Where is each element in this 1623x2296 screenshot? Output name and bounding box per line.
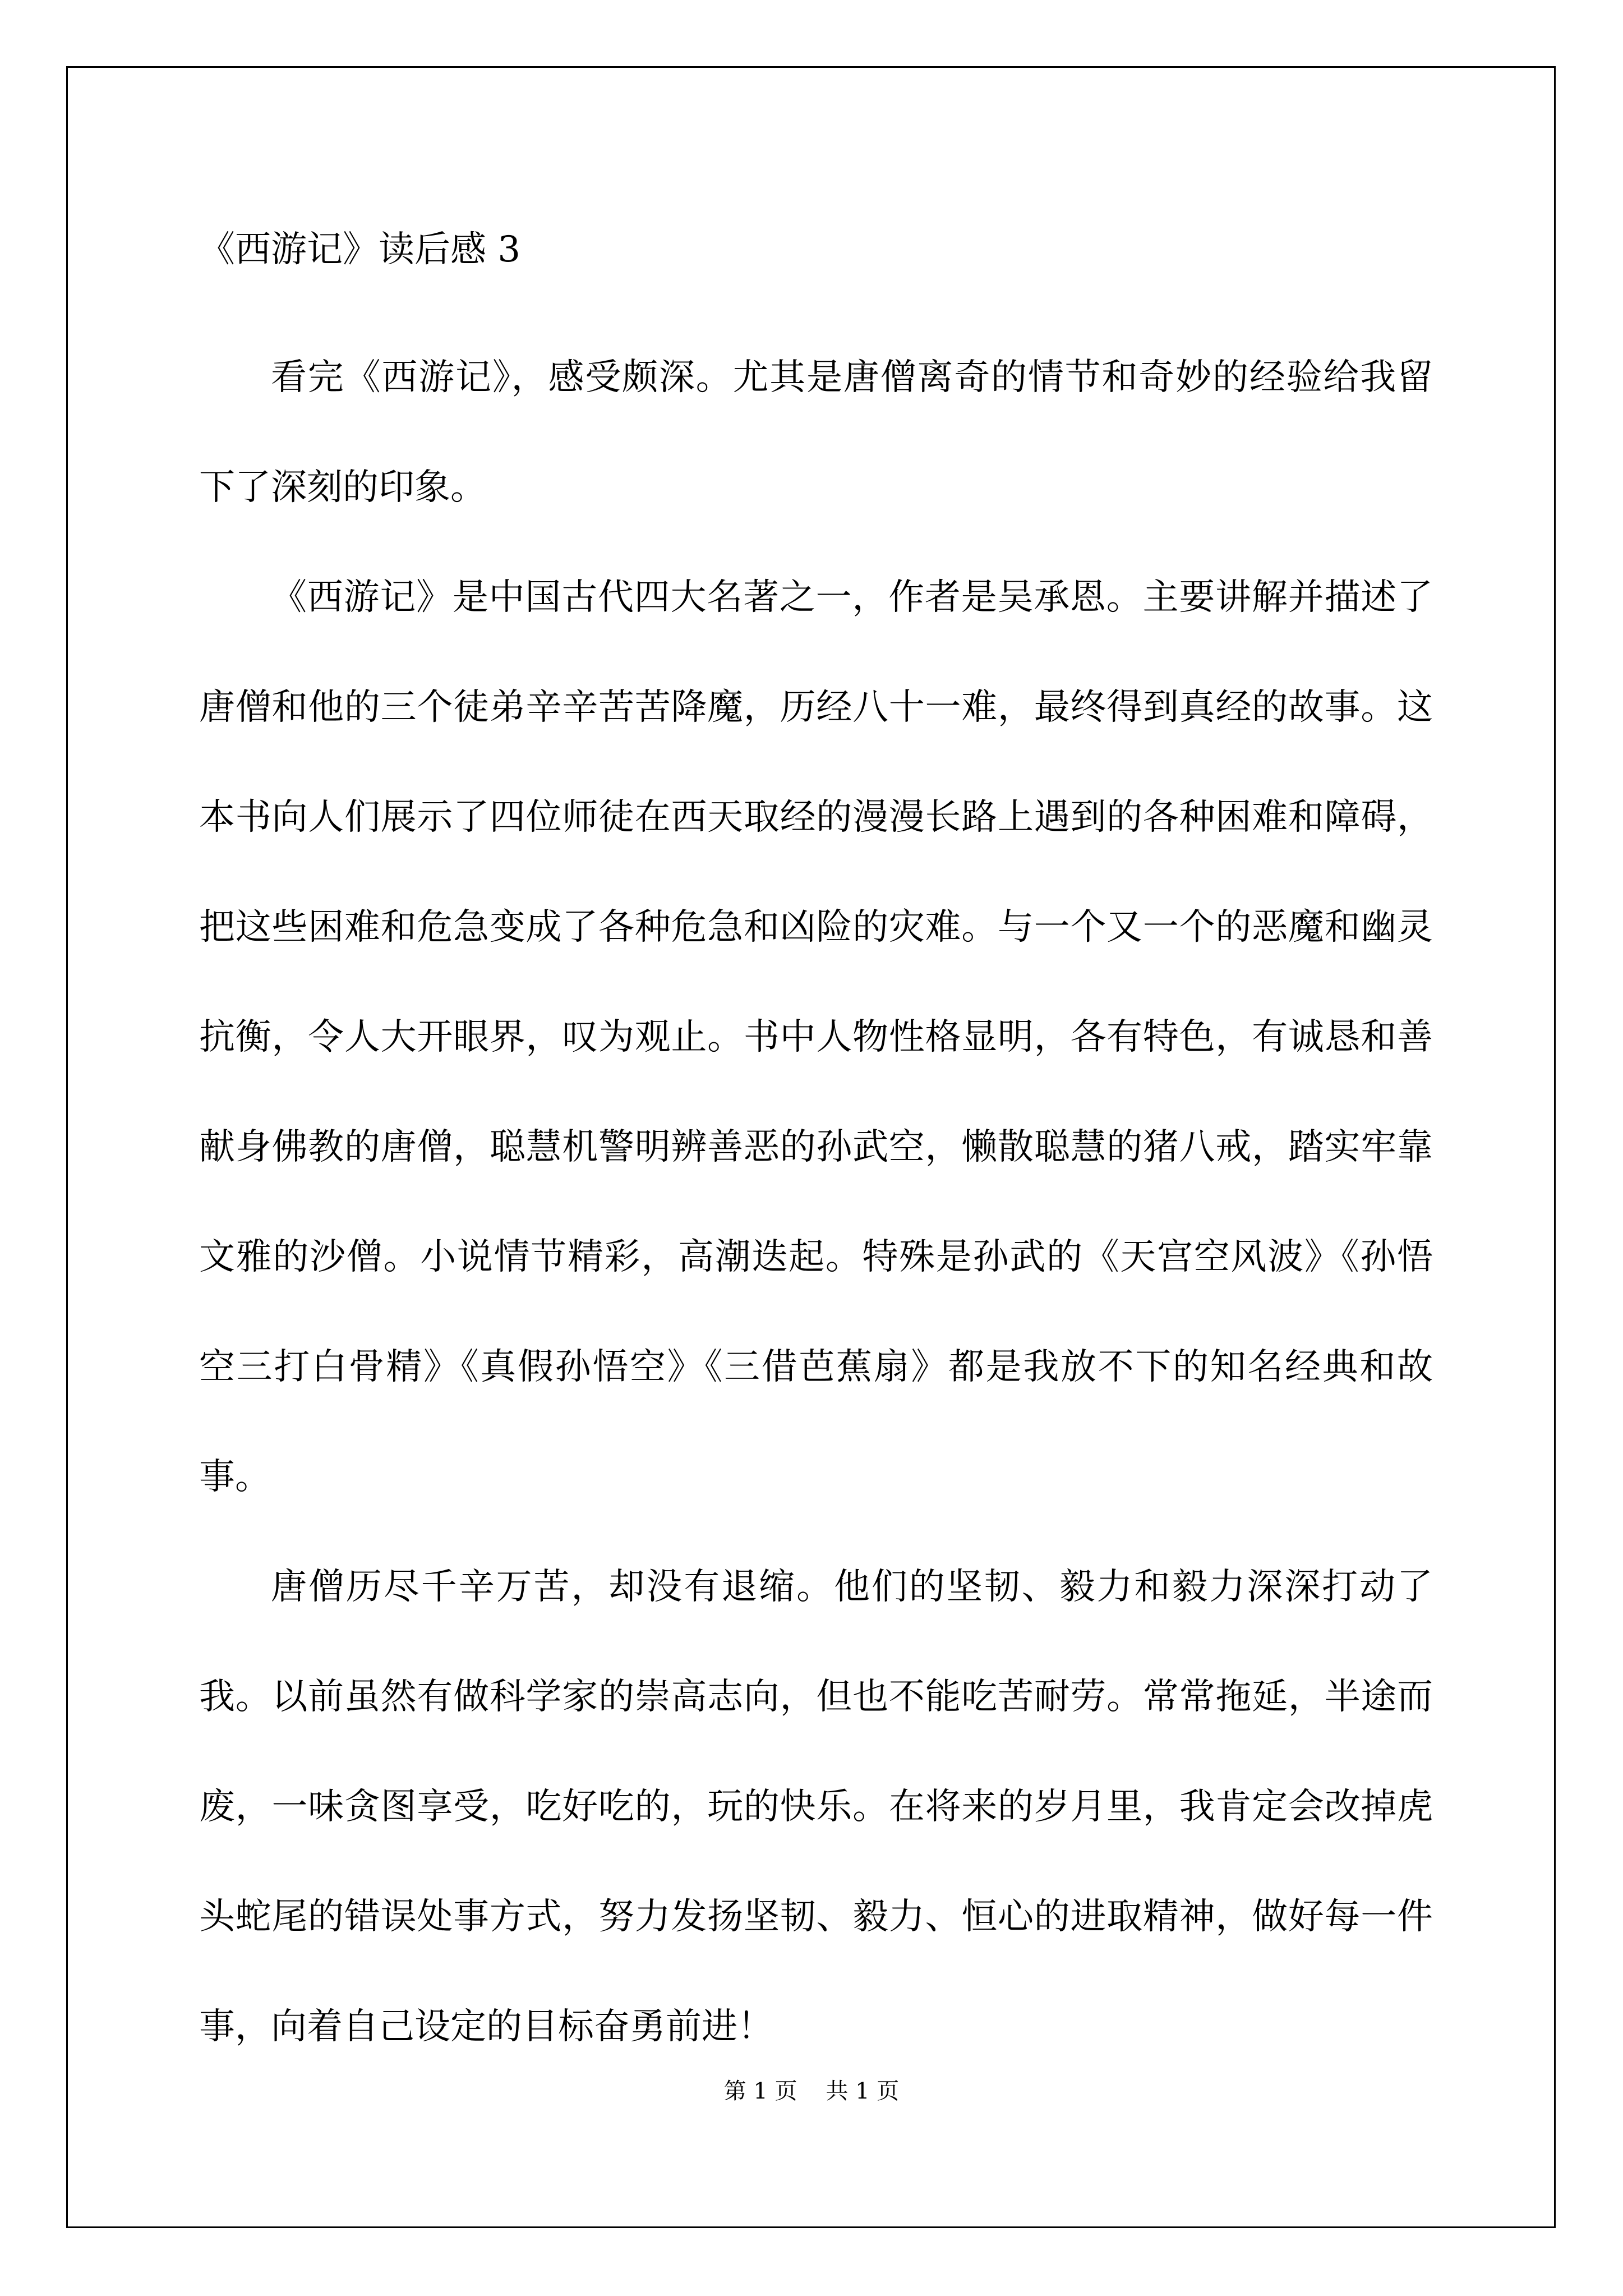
document-title: 《西游记》读后感 3 <box>199 229 521 270</box>
document-body <box>199 323 1433 2082</box>
paragraph-3: 唐僧历尽千辛万苦，却没有退缩。他们的坚韧、毅力和毅力深深打动了我。以前虽然有做科学家的崇高志向，但也不能吃苦耐劳。常常拖延，半途而废，一味贪图享受，吃好吃的，玩的快乐。在将来的岁月里，我肯定会改掉虎头蛇尾的错误处事方式，努力发扬坚韧、毅力、恒心的进取精神，做好每一件事，向着自己设定的目标奋勇前进！ <box>199 1566 1433 2047</box>
page-number-footer: 第 1 页 共 1 页 <box>723 2078 900 2104</box>
paragraph-1: 看完《西游记》，感受颇深。尤其是唐僧离奇的情节和奇妙的经验给我留下了深刻的印象。 <box>199 357 1433 508</box>
paragraph-2: 《西游记》是中国古代四大名著之一，作者是吴承恩。主要讲解并描述了唐僧和他的三个徒弟辛辛苦苦降魔，历经八十一难，最终得到真经的故事。这本书向人们展示了四位师徒在西天取经的漫漫长路上遇到的各种困难和障碍，把这些困难和危急变成了各种危急和凶险的灾难。与一个又一个的恶魔和幽灵抗衡，令人大开眼界，叹为观止。书中人物性格显明，各有特色，有诚恳和善献身佛教的唐僧，聪慧机警明辨善恶的孙武空，懒散聪慧的猪八戒，踏实牢靠文雅的沙僧。小说情节精彩，高潮迭起。特殊是孙武的《天宫空风波》《孙悟空三打白骨精》《真假孙悟空》《三借芭蕉扇》都是我放不下的知名经典和故事。 <box>199 577 1433 1498</box>
